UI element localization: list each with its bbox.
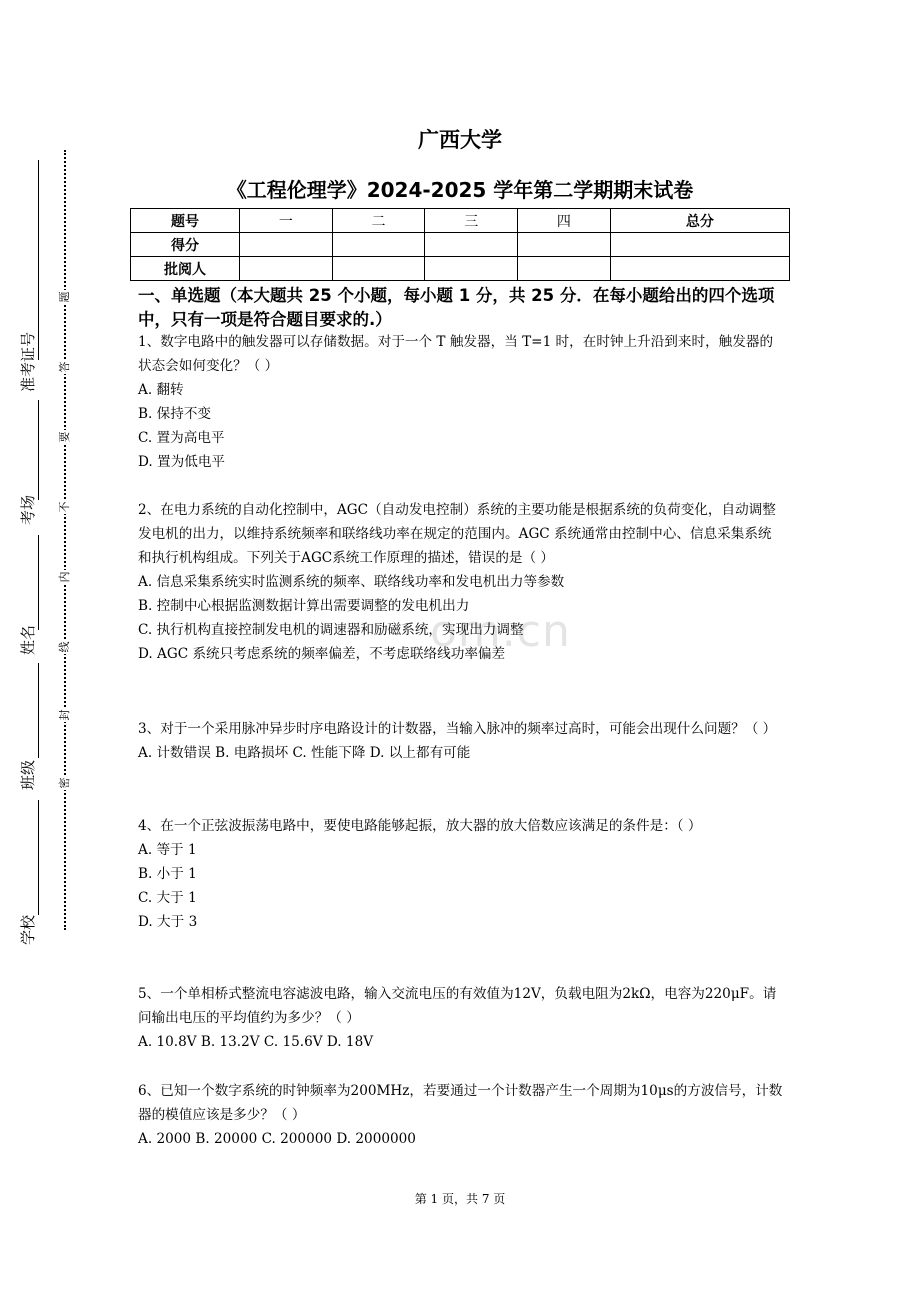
question-option: D. AGC 系统只考虑系统的频率偏差，不考虑联络线功率偏差: [138, 646, 506, 662]
seal-char: 内: [58, 571, 71, 583]
question-stem: 2、在电力系统的自动化控制中，AGC（自动发电控制）系统的主要功能是根据系统的负荷变化，自动调整发电机的出力，以维持系统频率和联络线功率在规定的范围内。AGC 系统通常由控制中心、信息采集系统和执行机构组成。下列关于AGC系统工作原理的描述，错误的是（ ）: [138, 502, 776, 566]
question-option: A. 计数错误 B. 电路损坏 C. 性能下降 D. 以上都有可能: [138, 745, 471, 761]
score-row-label: 得分: [131, 233, 240, 257]
score-cell[interactable]: [332, 233, 425, 257]
watermark: om.cn: [430, 606, 571, 657]
question-6: [138, 1079, 783, 1151]
score-table-header: 题号: [131, 209, 240, 233]
seal-char: 题: [58, 291, 71, 303]
score-cell[interactable]: [518, 233, 611, 257]
seal-char: 密: [58, 777, 71, 789]
binding-label-exam-number: 准考证号: [19, 331, 37, 392]
grader-cell[interactable]: [518, 257, 611, 281]
grader-cell[interactable]: [332, 257, 425, 281]
score-table-header: 总分: [610, 209, 789, 233]
score-cell[interactable]: [610, 233, 789, 257]
grader-cell[interactable]: [425, 257, 518, 281]
question-option: D. 大于 3: [138, 914, 198, 930]
question-4: [138, 814, 783, 934]
score-table-header: 二: [332, 209, 425, 233]
seal-char: 线: [58, 641, 71, 653]
page-footer: 第 1 页，共 7 页: [414, 1192, 506, 1206]
question-option: A. 10.8V B. 13.2V C. 15.6V D. 18V: [138, 1034, 374, 1050]
binding-label-class: 班级: [19, 759, 37, 790]
grader-row-label: 批阅人: [131, 257, 240, 281]
binding-label-exam-room: 考场: [19, 494, 37, 525]
question-option: B. 小于 1: [138, 866, 197, 882]
question-stem: 5、一个单相桥式整流电容滤波电路，输入交流电压的有效值为12V，负载电阻为2kΩ，电容为220μF。请问输出电压的平均值约为多少？（ ）: [138, 986, 777, 1026]
question-option: A. 信息采集系统实时监测系统的频率、联络线功率和发电机出力等参数: [138, 574, 565, 590]
score-table-header: 一: [240, 209, 333, 233]
score-cell[interactable]: [425, 233, 518, 257]
question-stem: 1、数字电路中的触发器可以存储数据。对于一个 T 触发器，当 T=1 时，在时钟上升沿到来时，触发器的状态会如何变化？（ ）: [138, 334, 774, 374]
binding-line: [38, 400, 39, 500]
question-3: [138, 717, 783, 765]
grader-cell[interactable]: [610, 257, 789, 281]
question-option: B. 控制中心根据监测数据计算出需要调整的发电机出力: [138, 598, 470, 614]
section-title: 一、单选题（本大题共 25 个小题，每小题 1 分，共 25 分．在每小题给出的四个选项中，只有一项是符合题目要求的.）: [138, 286, 775, 329]
score-row: [131, 233, 790, 257]
score-table-header: 三: [425, 209, 518, 233]
seal-char: 要: [58, 431, 71, 443]
score-table-header-row: [131, 209, 790, 233]
score-cell[interactable]: [240, 233, 333, 257]
score-table: [130, 208, 790, 281]
score-table-header: 四: [518, 209, 611, 233]
binding-line: [38, 800, 39, 915]
seal-dotted-line: [64, 150, 66, 930]
binding-label-school: 学校: [19, 914, 37, 945]
question-stem: 3、对于一个采用脉冲异步时序电路设计的计数器，当输入脉冲的频率过高时，可能会出现什么问题？（ ）: [138, 721, 777, 737]
question-option: C. 置为高电平: [138, 430, 225, 446]
question-option: C. 执行机构直接控制发电机的调速器和励磁系统，实现出力调整: [138, 622, 524, 638]
question-option: D. 置为低电平: [138, 454, 226, 470]
question-stem: 6、已知一个数字系统的时钟频率为200MHz，若要通过一个计数器产生一个周期为10μs的方波信号，计数器的模值应该是多少？（ ）: [138, 1083, 783, 1123]
grader-row: [131, 257, 790, 281]
question-1: [138, 330, 783, 474]
question-option: A. 等于 1: [138, 842, 197, 858]
seal-char: 封: [58, 709, 71, 721]
question-option: A. 翻转: [138, 382, 184, 398]
grader-cell[interactable]: [240, 257, 333, 281]
binding-label-name: 姓名: [19, 624, 37, 655]
question-option: B. 保持不变: [138, 406, 212, 422]
seal-char: 不: [58, 501, 71, 513]
question-2: [138, 498, 783, 666]
binding-line: [38, 663, 39, 758]
exam-title: 《工程伦理学》2024-2025 学年第二学期期末试卷: [226, 178, 694, 202]
question-option: C. 大于 1: [138, 890, 197, 906]
binding-line: [38, 535, 39, 630]
seal-char: 答: [58, 361, 71, 373]
question-option: A. 2000 B. 20000 C. 200000 D. 2000000: [138, 1131, 416, 1147]
school-name: 广西大学: [418, 128, 502, 152]
question-5: [138, 982, 783, 1054]
question-stem: 4、在一个正弦波振荡电路中，要使电路能够起振，放大器的放大倍数应该满足的条件是：（ ）: [138, 818, 702, 834]
